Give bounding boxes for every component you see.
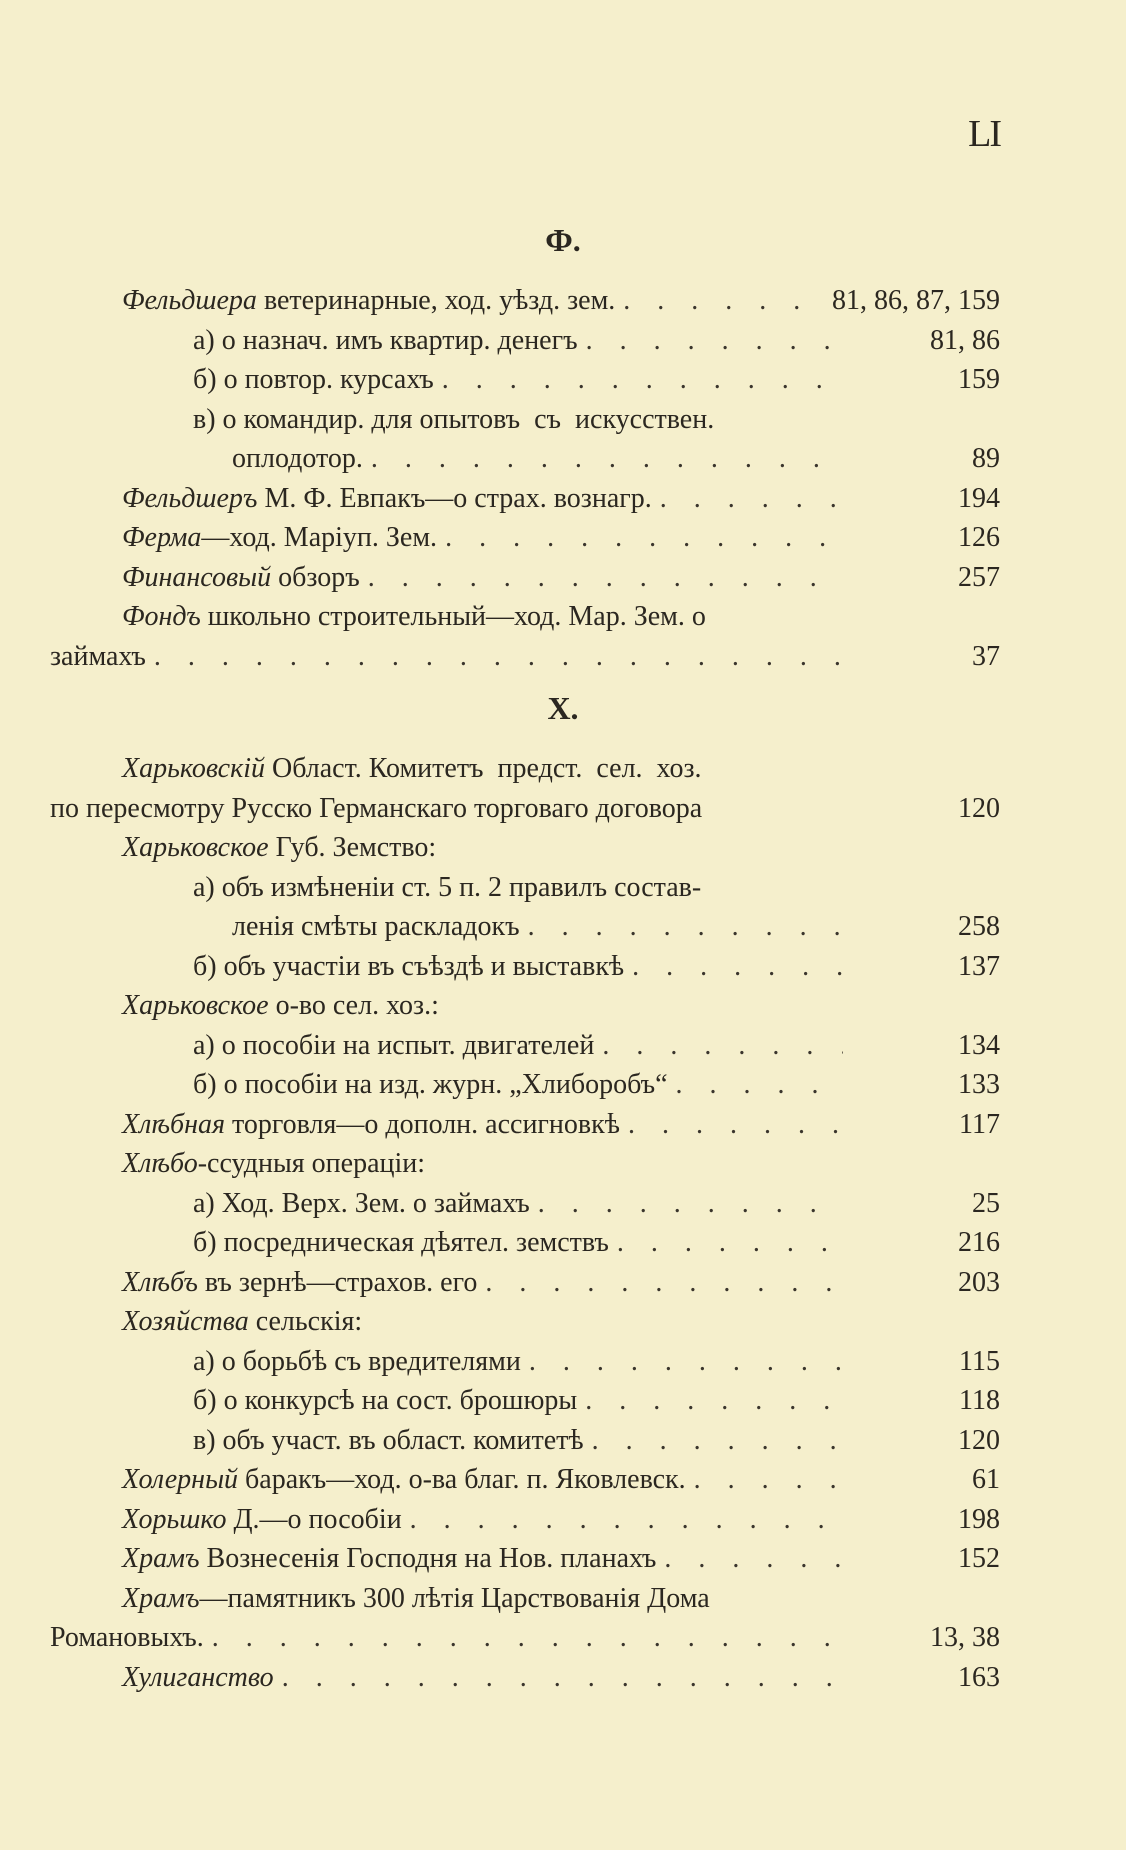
index-entry-line [0,439,1126,479]
section-heading-f: Ф. [545,222,581,258]
index-entry-line [0,1105,1126,1145]
entry-text [50,789,702,829]
index-entry-line [0,281,1126,321]
index-entry-line [0,1302,1126,1342]
entry-text [193,1342,843,1382]
dot-leader [445,518,843,558]
page-reference: 194 [952,479,1000,519]
entry-description: б) о повтор. курсахъ [193,364,434,395]
entry-description: -ссудныя операціи: [197,1148,426,1179]
index-entry-line [0,360,1126,400]
index-entry-line [0,1263,1126,1303]
page-reference: 257 [952,558,1000,598]
dot-leader [371,439,843,479]
entry-description: обзоръ [271,561,360,593]
index-entry-line [0,1421,1126,1461]
dot-leader [528,907,843,947]
index-entry-line [0,400,1126,440]
page-reference: 134 [952,1026,1000,1066]
index-entry-line [0,907,1126,947]
entry-description: б) о пособіи на изд. журн. „Хлиборобъ“ [193,1069,668,1100]
index-entry-line [0,947,1126,987]
page-reference: 126 [952,518,1000,558]
page-reference: 152 [952,1539,1000,1579]
entry-text [122,1539,843,1579]
dot-leader [592,1421,843,1461]
entry-text [193,1421,843,1461]
entry-keyword: Храмъ [122,1543,200,1574]
entry-text [193,1223,843,1263]
page-reference: 115 [953,1342,1000,1382]
section-heading-kh: Х. [547,690,579,726]
page-reference: 25 [966,1184,1000,1224]
page-number: LI [968,113,1000,155]
entry-keyword: Холерный [122,1464,239,1495]
index-entry-line [0,1579,1126,1619]
index-entry-line [0,1184,1126,1224]
entry-text [122,1460,843,1500]
dot-leader [529,1342,843,1382]
entry-description: а) о пособіи на испыт. двигателей [193,1029,595,1061]
index-entry-line [0,789,1126,829]
entry-text [122,518,843,558]
page-reference: 203 [952,1263,1000,1303]
index-entry-line [0,1658,1126,1698]
index-entry-line [0,1223,1126,1263]
entry-description: торговля—о дополн. ассигновкѣ [224,1108,620,1140]
entry-keyword: Харьковское [122,990,269,1021]
index-entry-line [0,1618,1126,1658]
entry-text [122,558,843,598]
entry-description: б) посредническая дѣятел. земствъ [193,1227,609,1258]
page-reference: 89 [966,439,1000,479]
entry-text [193,400,714,440]
entry-text [122,479,843,519]
entry-description: ветеринарные, ход. уѣзд. зем. [256,285,616,316]
index-entry-line [0,1381,1126,1421]
entry-text [122,281,843,321]
page-reference: 258 [952,907,1000,947]
dot-leader [410,1500,843,1540]
entry-description: М. Ф. Евпакъ—о страх. вознагр. [257,482,652,514]
entry-description: в) объ участ. въ област. комитетѣ [193,1424,584,1456]
index-entry-line [0,637,1126,677]
dot-leader [602,1026,843,1066]
entry-description: въ зернѣ—страхов. его [197,1266,478,1298]
page-reference: 13, 38 [924,1618,1000,1658]
entry-description: —ход. Маріуп. Зем. [201,522,438,553]
entry-keyword: Харьковское [122,832,269,863]
entry-text [193,1065,843,1105]
index-entry-line [0,597,1126,637]
entry-description: —памятникъ 300 лѣтія Царствованія Дома [199,1582,710,1614]
entry-text [50,1618,843,1658]
index-entry-line [0,558,1126,598]
entry-description: Д.—о пособіи [226,1503,402,1535]
entry-description: Романовыхъ. [50,1622,204,1653]
index-entry-line [0,1460,1126,1500]
entry-text [122,749,702,789]
index-entry-line [0,1144,1126,1184]
entry-keyword: Хлѣбо [122,1148,198,1179]
dot-leader [623,281,843,321]
entry-keyword: Ферма [122,522,202,553]
index-entry-line [0,986,1126,1026]
index-entry-line [0,1342,1126,1382]
dot-leader [676,1065,843,1105]
entry-description: сельскія: [248,1306,363,1337]
entry-text [193,947,843,987]
entry-keyword: Финансовый [122,561,272,593]
dot-leader [538,1184,843,1224]
entry-keyword: Храмъ [122,1582,200,1614]
dot-leader [442,360,843,400]
entry-text [122,1302,362,1342]
page-reference: 120 [952,789,1000,829]
page-reference: 198 [952,1500,1000,1540]
dot-leader [628,1105,843,1145]
entry-keyword: Фельдшеръ [122,482,258,514]
page-reference: 81, 86 [924,321,1000,361]
entry-keyword: Хлѣбъ [122,1266,198,1298]
dot-leader [368,558,843,598]
entry-description: в) о командир. для опытовъ съ искусствен. [193,403,715,435]
entry-text [122,1658,843,1698]
section-f-entries [0,281,1126,676]
entry-description: оплодотор. [232,443,363,474]
entry-description: а) объ измѣненіи ст. 5 п. 2 правилъ состав- [193,871,702,903]
dot-leader [664,1539,843,1579]
entry-description: Вознесенія Господня на Нов. планахъ [199,1543,657,1574]
entry-keyword: Харьковскій [122,753,265,784]
index-entry-line [0,1065,1126,1105]
page-reference: 118 [953,1381,1000,1421]
entry-text [193,1026,843,1066]
entry-text [193,1381,843,1421]
entry-keyword: Фельдшера [122,285,257,316]
page-reference: 159 [952,360,1000,400]
entry-text [232,439,843,479]
entry-keyword: Хорьшко [122,1503,227,1535]
dot-leader [632,947,843,987]
entry-description: б) о конкурсѣ на сост. брошюры [193,1385,578,1416]
entry-description: о-во сел. хоз.: [268,990,439,1021]
dot-leader [660,479,843,519]
entry-description: Губ. Земство: [268,832,437,863]
dot-leader [282,1658,843,1698]
index-entry-line [0,1500,1126,1540]
entry-description: ленія смѣты раскладокъ [232,911,520,942]
entry-description: школьно строительный—ход. Мар. Зем. о [200,601,706,632]
dot-leader [586,321,843,361]
index-entry-line [0,749,1126,789]
entry-text [122,1500,843,1540]
entry-text [122,986,439,1026]
entry-description: а) Ход. Верх. Зем. о займахъ [193,1187,530,1219]
entry-text [193,321,843,361]
entry-text [122,1144,425,1184]
entry-text [50,637,843,677]
index-entry-line [0,1539,1126,1579]
index-entry-line [0,1026,1126,1066]
index-entry-line [0,479,1126,519]
dot-leader [485,1263,843,1303]
entry-text [122,1263,843,1303]
entry-keyword: Фондъ [122,601,201,632]
dot-leader [154,637,843,677]
page-reference: 216 [952,1223,1000,1263]
entry-keyword: Хулиганство [122,1661,274,1693]
page-reference: 37 [966,637,1000,677]
entry-description: б) объ участіи въ съѣздѣ и выставкѣ [193,950,625,982]
entry-description: а) о назнач. имъ квартир. денегъ [193,324,578,356]
dot-leader [585,1381,843,1421]
entry-text [122,828,436,868]
entry-description: а) о борьбѣ съ вредителями [193,1345,521,1377]
entry-description: баракъ—ход. о-ва благ. п. Яковлевск. [238,1464,686,1495]
entry-text [193,360,843,400]
dot-leader [212,1618,843,1658]
page-reference: 137 [952,947,1000,987]
page-reference: 163 [952,1658,1000,1698]
entry-text [122,1579,710,1619]
entry-text [122,1105,843,1145]
entry-keyword: Хозяйства [122,1306,249,1337]
entry-text [193,868,701,908]
entry-text [193,1184,843,1224]
entry-description: займахъ [50,640,146,672]
page-reference: 117 [953,1105,1000,1145]
page-reference: 120 [952,1421,1000,1461]
page-reference: 81, 86, 87, 159 [826,281,1000,321]
page-reference: 133 [952,1065,1000,1105]
entry-description: Област. Комитетъ предст. сел. хоз. [264,753,702,784]
entry-keyword: Хлѣбная [122,1108,225,1140]
index-entry-line [0,828,1126,868]
index-entry-line [0,868,1126,908]
page-reference: 61 [966,1460,1000,1500]
entry-text [122,597,706,637]
index-entry-line [0,321,1126,361]
entry-text [232,907,843,947]
index-entry-line [0,518,1126,558]
dot-leader [694,1460,843,1500]
dot-leader [617,1223,843,1263]
entry-description: по пересмотру Русско Германскаго торговаго договора [50,792,703,824]
section-kh-entries [0,749,1126,1697]
